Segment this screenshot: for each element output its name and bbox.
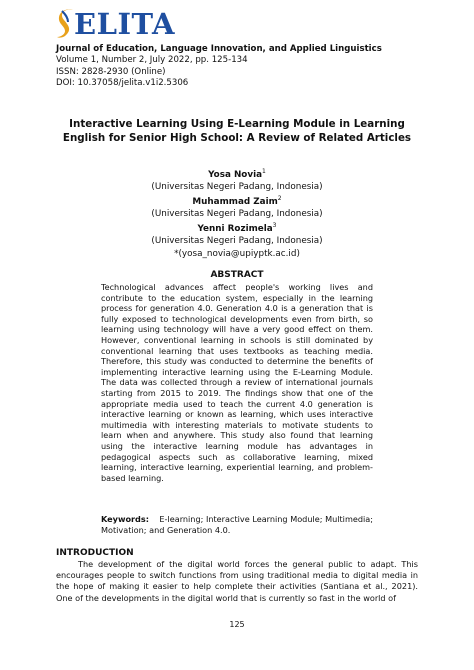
author-email: *(yosa_novia@upiyptk.ac.id) [174, 249, 300, 259]
author-list [56, 166, 418, 247]
abstract-heading: ABSTRACT [210, 270, 264, 280]
keywords-label: Keywords: [101, 514, 149, 524]
journal-issn: ISSN: 2828-2930 (Online) [56, 66, 166, 77]
author-name: Yenni Rozimela$^3$ [197, 221, 277, 234]
author-name: Muhammad Zaim$^2$ [192, 194, 282, 207]
page-number: 125 [229, 620, 245, 629]
author-affiliation: (Universitas Negeri Padang, Indonesia) [151, 235, 323, 246]
introduction-heading: INTRODUCTION [56, 548, 134, 558]
journal-name: Journal of Education, Language Innovation, and Applied Linguistics [56, 44, 382, 54]
keywords [101, 514, 373, 536]
abstract-text: Technological advances affect people's working lives and contribute to the education system, especially in the learning process for generation 4.0. Generation 4.0 is a generation that is fully exposed to technological developments even from birth, so learning using technology will have a very good effect on them. However, conventional learning in schools is still dominated by conventional learning that uses textbooks as teaching media. Therefore, this study was conducted to determine the benefits of implementing interactive learning using the E-Learning Module. The data was collected through a review of international journals starting from 2015 to 2019. The findings show that one of the appropriate media used to teach the current 4.0 generation is interactive learning or known as learning, which uses interactive multimedia with interesting materials to motivate students to learn when and anywhere. This study also found that learning using the interactive learning module has advantages in pedagogical aspects such as collaborative learning, mixed learning, interactive learning, experiential learning, and problem-based learning. [101, 282, 373, 483]
introduction-text: The development of the digital world forces the general public to adapt. This encourages people to switch functions from using traditional media to digital media in the hope of making it easier to help complete their activities (Santiana et al., 2021). One of the developments in the digital world that is currently so fast in the world of [56, 559, 418, 603]
logo-text: ELITA [74, 7, 176, 41]
journal-doi: DOI: 10.37058/jelita.v1i2.5306 [56, 77, 189, 88]
journal-volume: Volume 1, Number 2, July 2022, pp. 125-134 [56, 55, 248, 66]
journal-header [56, 44, 436, 89]
article-title-line-1: Interactive Learning Using E-Learning Module in Learning [69, 118, 405, 130]
author-affiliation: (Universitas Negeri Padang, Indonesia) [151, 181, 323, 192]
article-title [56, 117, 418, 145]
author-name: Yosa Novia$^1$ [208, 168, 266, 180]
journal-logo [56, 6, 176, 42]
article-title-line-2: English for Senior High School: A Review of Related Articles [62, 132, 412, 144]
author-affiliation: (Universitas Negeri Padang, Indonesia) [151, 208, 323, 219]
keywords-text: E-learning; Interactive Learning Module; Multimedia; Motivation; and Generation 4.0. [101, 514, 373, 535]
